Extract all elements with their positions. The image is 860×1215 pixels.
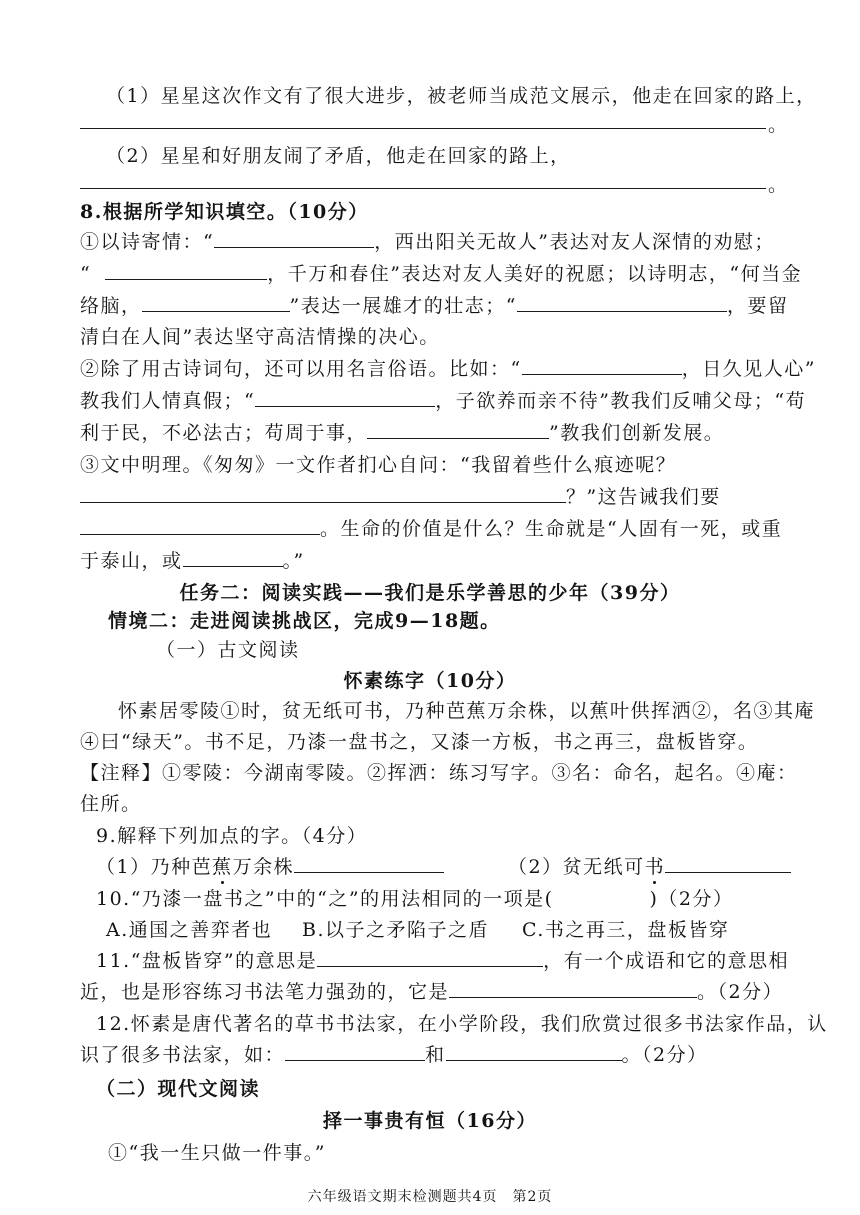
q8-line-4: 清白在人间”表达坚守高洁情操的决心。 <box>80 326 440 348</box>
q7-answer-line-2 <box>80 188 766 189</box>
passage1-para-2: ④曰“绿天”。书不足，乃漆一盘书之，又漆一方板，书之再三，盘板皆穿。 <box>80 731 759 753</box>
page-footer: 六年级语文期末检测题共4页 第2页 <box>307 1189 553 1205</box>
q8-line-3: 络脑， ”表达一展雄才的壮志；“ ，要留 <box>80 295 789 317</box>
emphasis-dot-char: 蕉 <box>212 856 233 878</box>
passage1-para-1: 怀素居零陵①时，贫无纸可书，乃种芭蕉万余株，以蕉叶供挥洒②，名③其庵 <box>118 700 816 722</box>
passage2-title: 择一事贵有恒（16分） <box>323 1110 537 1132</box>
q8-line-2: “ ，千万和春住”表达对友人美好的祝愿；以诗明志，“何当金 <box>80 263 803 285</box>
blank <box>214 229 374 248</box>
q10-option-a: A.通国之善弈者也 <box>106 919 273 941</box>
blank <box>665 854 791 873</box>
blank <box>317 948 543 967</box>
q8-line-11: 于泰山，或 。” <box>80 550 305 572</box>
q8-title: 8.根据所学知识填空。（10分） <box>80 201 369 223</box>
q8-line-10: 。生命的价值是什么？生命就是“人固有一死，或重 <box>80 516 782 542</box>
blank <box>80 484 566 503</box>
blank <box>183 548 283 567</box>
blank <box>517 293 727 312</box>
passage1-note-1: 【注释】①零陵：今湖南零陵。②挥洒：练习写字。③名：命名，起名。④庵： <box>80 762 798 784</box>
q9-title: 9.解释下列加点的字。（4分） <box>96 825 368 847</box>
q10-stem: 10.“乃漆一盘书之”中的“之”的用法相同的一项是( )（2分） <box>96 888 734 910</box>
blank <box>367 420 549 439</box>
q9-item-1: （1）乃种芭蕉万余株 <box>96 854 444 880</box>
emphasis-dot-char: 书 <box>644 856 666 878</box>
blank <box>449 979 697 998</box>
blank <box>294 854 444 873</box>
q7-period-1: 。 <box>768 114 789 136</box>
q7-answer-line-1 <box>80 128 766 129</box>
task2-title: 任务二：阅读实践——我们是乐学善思的少年（39分） <box>179 582 681 604</box>
q7-item1: （1）星星这次作文有了很大进步，被老师当成范文展示，他走在回家的路上， <box>106 85 817 107</box>
passage2-para-1: ①“我一生只做一件事。” <box>108 1142 326 1164</box>
q9-item-2: （2）贫无纸可书 <box>508 854 791 880</box>
q8-line-1: ①以诗寄情：“ ，西出阳关无故人”表达对友人深情的劝慰； <box>80 231 775 253</box>
q7-item2: （2）星星和好朋友闹了矛盾，他走在回家的路上， <box>106 145 571 167</box>
q8-line-9: ？”这告诫我们要 <box>80 484 721 510</box>
q10-option-c: C.书之再三，盘板皆穿 <box>522 919 730 941</box>
blank <box>142 293 290 312</box>
blank <box>105 261 267 280</box>
q8-line-6: 教我们人情真假；“ ，子欲养而亲不待”教我们反哺父母；“苟 <box>80 390 807 412</box>
q12-line-1: 12.怀素是唐代著名的草书书法家，在小学阶段，我们欣赏过很多书法家作品，认 <box>96 1013 828 1035</box>
blank <box>255 388 435 407</box>
q8-line-8: ③文中明理。《匆匆》一文作者扪心自问：“我留着些什么痕迹呢？ <box>80 454 677 476</box>
blank <box>80 516 320 535</box>
section-classical-reading: （一）古文阅读 <box>156 639 300 661</box>
scenario-text: 情境二：走进阅读挑战区，完成9—18题。 <box>108 610 501 632</box>
q10-option-b: B.以子之矛陷子之盾 <box>302 919 490 941</box>
q12-line-2: 识了很多书法家，如： 和 。（2分） <box>80 1044 708 1066</box>
blank <box>446 1042 622 1061</box>
q11-line-2: 近，也是形容练习书法笔力强劲的，它是 。（2分） <box>80 981 784 1003</box>
q11-line-1: 11.“盘板皆穿”的意思是 ，有一个成语和它的意思相 <box>96 950 790 972</box>
section-modern-reading: （二）现代文阅读 <box>96 1078 261 1100</box>
passage1-title: 怀素练字（10分） <box>343 670 517 692</box>
passage1-note-2: 住所。 <box>80 793 142 815</box>
q8-line-7: 利于民，不必法古；苟周于事， ”教我们创新发展。 <box>80 422 725 444</box>
q7-period-2: 。 <box>768 174 789 196</box>
q8-line-5: ②除了用古诗词句，还可以用名言俗语。比如：“ ，日久见人心” <box>80 358 816 380</box>
blank <box>285 1042 425 1061</box>
blank <box>522 356 682 375</box>
